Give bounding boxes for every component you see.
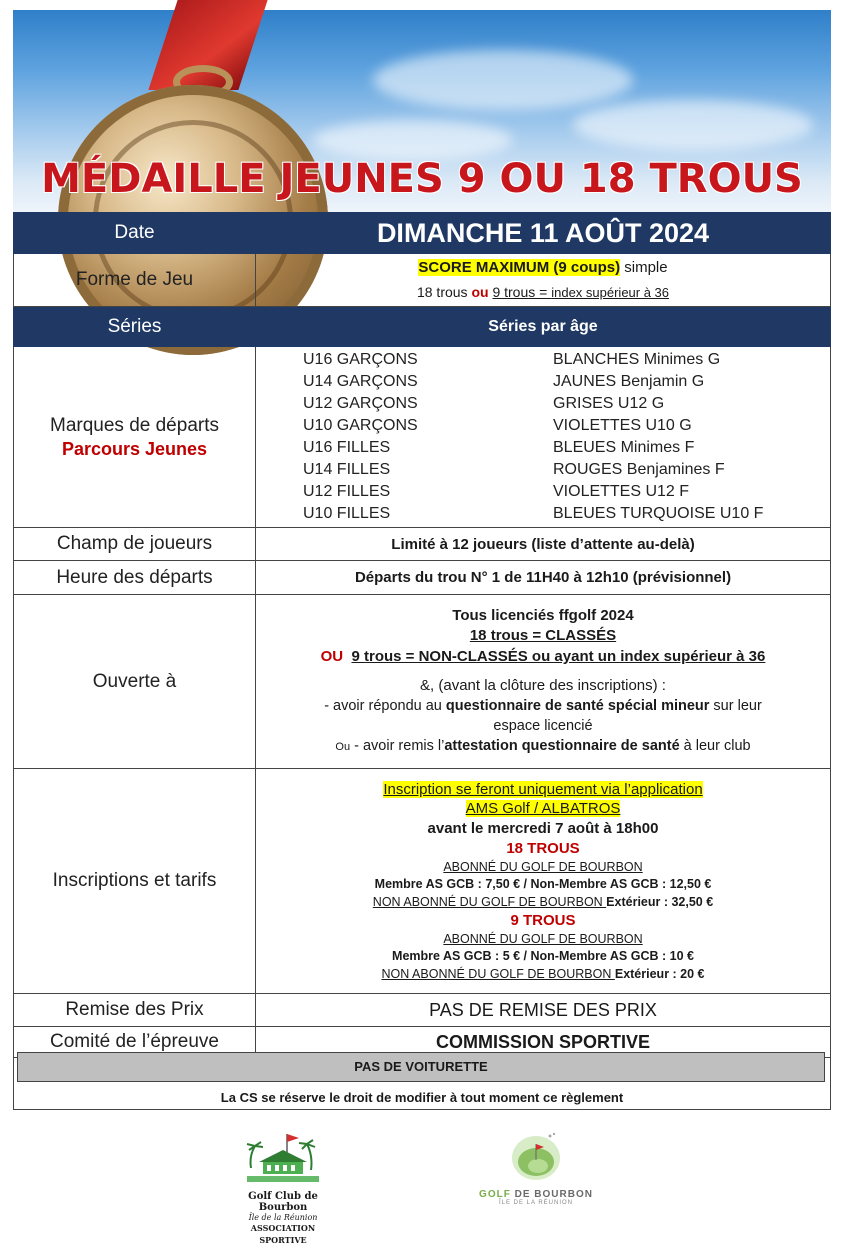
logo-left-name: Golf Club de Bourbon — [248, 1191, 318, 1213]
series-label: Séries — [14, 307, 256, 347]
row-series — [14, 307, 831, 347]
ouverte-line5-b: questionnaire de santé spécial mineur — [445, 698, 710, 714]
row-marques — [14, 347, 831, 528]
inscriptions-abonne-18: ABONNÉ DU GOLF DE BOURBON — [443, 859, 643, 874]
heure-value: Départs du trou N° 1 de 11H40 à 12h10 (prévisionnel) — [256, 561, 831, 595]
cloud — [313, 120, 513, 160]
ouverte-line7-a: - avoir remis l’ — [350, 738, 445, 754]
tee-item: VIOLETTES U10 G — [553, 417, 692, 434]
inscriptions-price9-members: Membre AS GCB : 5 € / Non-Membre AS GCB : 10 € — [392, 948, 694, 963]
footer-note: La CS se réserve le droit de modifier à tout moment ce règlement — [220, 1090, 624, 1105]
ouverte-line5-c: sur leur — [709, 698, 762, 714]
category-item: U14 FILLES — [303, 461, 391, 478]
category-item: U16 FILLES — [303, 439, 391, 456]
cloud — [573, 100, 813, 150]
ouverte-line6: espace licencié — [493, 718, 593, 734]
ouverte-line5-a: - avoir répondu au — [324, 698, 446, 714]
tee-item: ROUGES Benjamines F — [553, 461, 725, 478]
rules-table — [13, 212, 831, 1058]
ouverte-line4: &, (avant la clôture des inscriptions) : — [420, 677, 666, 694]
marques-value — [256, 347, 831, 528]
forme-highlight: SCORE MAXIMUM (9 coups) — [418, 258, 621, 276]
tee-item: BLEUES Minimes F — [553, 439, 695, 456]
no-cart-banner: PAS DE VOITURETTE — [17, 1052, 825, 1082]
tees-list — [553, 349, 783, 525]
category-item: U10 FILLES — [303, 505, 391, 522]
island-green-icon — [506, 1126, 566, 1184]
tee-item: BLANCHES Minimes G — [553, 351, 721, 368]
forme-value — [256, 254, 831, 307]
comite-label: Comité de l’épreuve — [14, 1027, 256, 1058]
logo-left-sub: Île de la Réunion — [248, 1213, 318, 1222]
clubhouse-icon — [241, 1128, 325, 1186]
cloud — [373, 50, 633, 110]
page-title: MÉDAILLE JEUNES 9 OU 18 TROUS — [41, 156, 803, 202]
row-champ — [14, 528, 831, 561]
inscriptions-18-heading: 18 TROUS — [506, 839, 580, 857]
golf-club-bourbon-logo — [236, 1128, 330, 1245]
row-inscriptions — [14, 769, 831, 994]
category-item: U12 FILLES — [303, 483, 391, 500]
ouverte-line7-b: attestation questionnaire de santé — [444, 738, 680, 754]
inscriptions-line1: Inscription se feront uniquement via l’application — [383, 780, 703, 798]
ouverte-value — [256, 595, 831, 769]
inscriptions-9-heading: 9 TROUS — [510, 911, 576, 929]
row-ouverte — [14, 595, 831, 769]
marques-label — [14, 347, 256, 528]
ouverte-label: Ouverte à — [14, 595, 256, 769]
inscriptions-non-abonne-9: NON ABONNÉ DU GOLF DE BOURBON — [381, 966, 615, 981]
row-heure — [14, 561, 831, 595]
header-banner — [13, 10, 831, 212]
series-value: Séries par âge — [256, 307, 831, 347]
champ-label: Champ de joueurs — [14, 528, 256, 561]
marques-label-text: Marques de départs — [50, 414, 219, 436]
category-item: U16 GARÇONS — [303, 351, 418, 368]
tee-item: BLEUES TURQUOISE U10 F — [553, 505, 764, 522]
category-item: U14 GARÇONS — [303, 373, 418, 390]
heure-label: Heure des départs — [14, 561, 256, 595]
tee-item: VIOLETTES U12 F — [553, 483, 690, 500]
inscriptions-price18-members: Membre AS GCB : 7,50 € / Non-Membre AS GCB : 12,50 € — [374, 876, 712, 891]
category-item: U10 GARÇONS — [303, 417, 418, 434]
logo-right-name-a: GOLF — [479, 1189, 515, 1200]
forme-label: Forme de Jeu — [14, 254, 256, 307]
golf-de-bourbon-logo — [474, 1126, 598, 1216]
category-item: U12 GARÇONS — [303, 395, 418, 412]
ouverte-line7-c: à leur club — [679, 738, 751, 754]
remise-value: PAS DE REMISE DES PRIX — [256, 994, 831, 1027]
logo-right-name — [474, 1189, 598, 1200]
forme-ou: ou — [471, 283, 489, 300]
inscriptions-price18-ext: Extérieur : 32,50 € — [606, 894, 714, 909]
inscriptions-label: Inscriptions et tarifs — [14, 769, 256, 994]
marques-sublabel: Parcours Jeunes — [61, 438, 208, 459]
ouverte-ou-small: Ou — [335, 741, 351, 753]
row-date — [14, 213, 831, 254]
forme-line2-a: 18 trous — [416, 283, 472, 300]
inscriptions-price9-ext: Extérieur : 20 € — [614, 966, 705, 981]
date-label: Date — [14, 213, 256, 254]
inscriptions-abonne-9: ABONNÉ DU GOLF DE BOURBON — [443, 931, 643, 946]
inscriptions-deadline: avant le mercredi 7 août à 18h00 — [427, 819, 659, 837]
inscriptions-value — [256, 769, 831, 994]
tee-item: GRISES U12 G — [553, 395, 665, 412]
ouverte-line3: 9 trous = NON-CLASSÉS ou ayant un index supérieur à 36 — [351, 648, 766, 665]
champ-value: Limité à 12 joueurs (liste d’attente au-delà) — [256, 528, 831, 561]
ouverte-ou: OU — [320, 648, 344, 665]
inscriptions-app: AMS Golf / ALBATROS — [465, 799, 621, 817]
logo-right-sub: ÎLE DE LA RÉUNION — [498, 1200, 574, 1206]
inscriptions-non-abonne-18: NON ABONNÉ DU GOLF DE BOURBON — [372, 894, 607, 909]
date-value: DIMANCHE 11 AOÛT 2024 — [256, 213, 831, 254]
ouverte-line2: 18 trous = CLASSÉS — [469, 627, 617, 644]
forme-line2-b: 9 trous = — [492, 283, 552, 300]
categories-list — [303, 349, 553, 525]
tee-item: JAUNES Benjamin G — [553, 373, 705, 390]
forme-line2-c: index supérieur à 36 — [551, 284, 670, 300]
logo-right-name-b: DE BOURBON — [514, 1189, 593, 1200]
logo-left-assoc: ASSOCIATION SPORTIVE — [250, 1223, 316, 1245]
comite-value: COMMISSION SPORTIVE — [256, 1027, 831, 1058]
row-forme — [14, 254, 831, 307]
remise-label: Remise des Prix — [14, 994, 256, 1027]
ouverte-line1: Tous licenciés ffgolf 2024 — [452, 607, 634, 624]
forme-line1-rest: simple — [620, 258, 668, 276]
row-remise — [14, 994, 831, 1027]
